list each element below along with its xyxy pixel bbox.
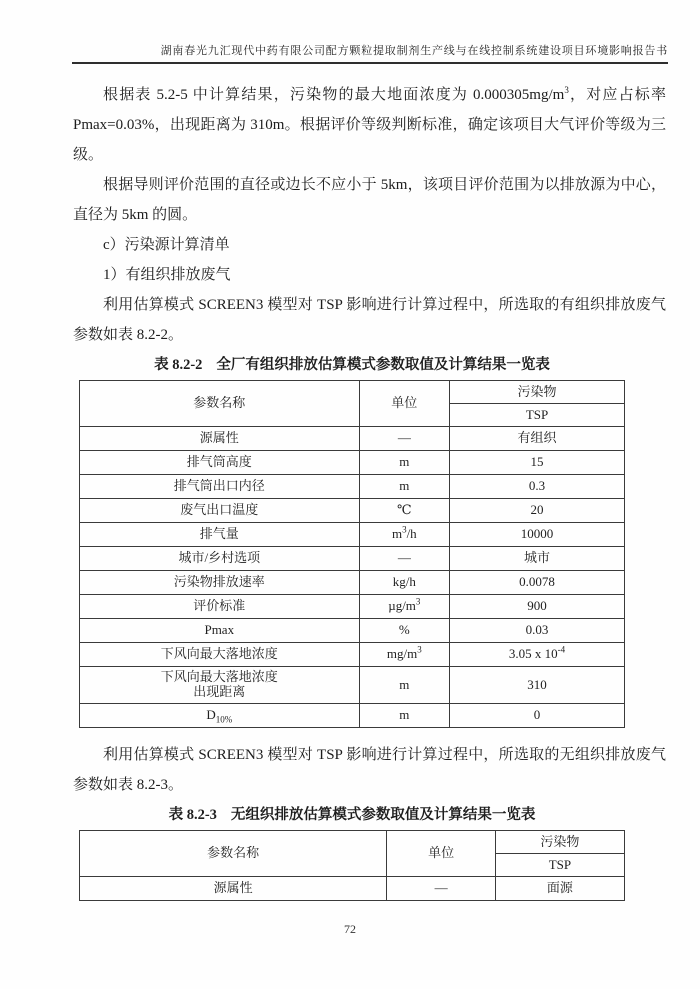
cell-unit: — (359, 547, 449, 571)
table1-caption-label: 表 8.2-2 (154, 357, 203, 373)
cell-value: 310 (450, 667, 625, 704)
header-cell-pollutant: 污染物 (495, 831, 624, 854)
page-body (73, 80, 666, 901)
header-cell-pollutant: 污染物 (450, 381, 625, 404)
value-superscript: -4 (557, 645, 566, 656)
param-line2: 出现距离 (193, 684, 246, 700)
header-title: 湖南春光九汇现代中药有限公司配方颗粒提取制剂生产线与在线控制系统建设项目环境影响报告书 (160, 45, 668, 57)
cell-param: 源属性 (80, 877, 387, 901)
superscript: 3 (564, 85, 569, 95)
table-row (80, 547, 625, 571)
header-cell-unit: 单位 (387, 831, 495, 877)
header-cell-tsp: TSP (450, 404, 625, 427)
list-item-1-organized-exhaust: 1）有组织排放废气 (103, 267, 231, 283)
cell-unit: kg/h (359, 571, 449, 595)
cell-value: 20 (450, 499, 625, 523)
cell-unit: — (359, 427, 449, 451)
header-cell-tsp: TSP (495, 854, 624, 877)
unit-superscript: 3 (417, 645, 422, 656)
cell-unit (359, 523, 449, 547)
cell-value: 10000 (450, 523, 625, 547)
cell-unit: m (359, 475, 449, 499)
table-header-row (80, 381, 625, 404)
cell-unit: m (359, 704, 449, 728)
cell-param: 城市/乡村选项 (80, 547, 360, 571)
cell-param (80, 667, 360, 704)
cell-param: 污染物排放速率 (80, 571, 360, 595)
cell-param: 排气筒出口内径 (80, 475, 360, 499)
cell-value: 0.0078 (450, 571, 625, 595)
page-footer (0, 922, 700, 937)
param-base: D (206, 707, 216, 723)
param-line1: 下风向最大落地浓度 (160, 669, 278, 685)
cell-param: Pmax (80, 619, 360, 643)
cell-param: 废气出口温度 (80, 499, 360, 523)
cell-unit: m (359, 667, 449, 704)
cell-value: 0.03 (450, 619, 625, 643)
unit-base: mg/m (386, 646, 418, 662)
table-row (80, 451, 625, 475)
unit-base: m (391, 526, 403, 542)
param-subscript: 10% (215, 714, 233, 725)
cell-param: 源属性 (80, 427, 360, 451)
param-two-line (161, 669, 278, 699)
table2-caption-text: 无组织排放估算模式参数取值及计算结果一览表 (230, 807, 536, 823)
table1-caption-text: 全厂有组织排放估算模式参数取值及计算结果一览表 (216, 357, 550, 373)
value-base: 3.05 x 10 (508, 646, 558, 662)
cell-unit: — (387, 877, 495, 901)
paragraph-text: ，对应占标率 Pmax=0.03%，出现距离为 310m。根据评价等级判断标准，确定该项目大气评价等级为三级。 (73, 87, 666, 163)
cell-param (80, 704, 360, 728)
cell-unit: m (359, 451, 449, 475)
table-row (80, 571, 625, 595)
paragraph-table2-intro: 利用估算模式 SCREEN3 模型对 TSP 影响进行计算过程中，所选取的无组织排放废气参数如表 8.2-3。 (73, 747, 666, 793)
table-row (80, 499, 625, 523)
cell-param: 排气筒高度 (80, 451, 360, 475)
table-row (80, 523, 625, 547)
cell-unit: ℃ (359, 499, 449, 523)
header-cell-param: 参数名称 (80, 381, 360, 427)
table2-caption (79, 802, 625, 828)
table-row (80, 877, 625, 901)
page-number: 72 (344, 922, 356, 936)
table-row (80, 667, 625, 704)
unit-base: µg/m (388, 598, 416, 614)
header-cell-param: 参数名称 (80, 831, 387, 877)
paragraph-text: 根据表 5.2-5 中计算结果，污染物的最大地面浓度为 0.000305mg/m (103, 87, 565, 103)
table-row (80, 595, 625, 619)
cell-value: 0 (450, 704, 625, 728)
table-organized-emission-params (79, 380, 625, 728)
header-cell-unit: 单位 (359, 381, 449, 427)
cell-unit: % (359, 619, 449, 643)
table-row (80, 619, 625, 643)
unit-superscript: 3 (402, 525, 407, 536)
table-row (80, 704, 625, 728)
table2-caption-label: 表 8.2-3 (168, 807, 217, 823)
table-fugitive-emission-params (79, 830, 625, 901)
table1-caption (79, 352, 625, 378)
cell-value: 0.3 (450, 475, 625, 499)
cell-value: 900 (450, 595, 625, 619)
cell-unit (359, 643, 449, 667)
table-row (80, 427, 625, 451)
paragraph-max-ground-concentration (73, 80, 666, 170)
table-row (80, 643, 625, 667)
cell-param: 评价标准 (80, 595, 360, 619)
table-row (80, 475, 625, 499)
cell-value: 15 (450, 451, 625, 475)
unit-rest: /h (406, 526, 417, 542)
paragraph-table1-intro: 利用估算模式 SCREEN3 模型对 TSP 影响进行计算过程中，所选取的有组织排放废气参数如表 8.2-2。 (73, 297, 666, 343)
cell-value (450, 643, 625, 667)
cell-value: 有组织 (450, 427, 625, 451)
cell-unit (359, 595, 449, 619)
list-item-c-pollution-source-list: c）污染源计算清单 (103, 237, 230, 253)
unit-superscript: 3 (415, 597, 421, 608)
cell-value: 面源 (495, 877, 624, 901)
cell-param: 下风向最大落地浓度 (80, 643, 360, 667)
table-header-row (80, 831, 625, 854)
page-header (72, 42, 668, 64)
cell-value: 城市 (450, 547, 625, 571)
cell-param: 排气量 (80, 523, 360, 547)
paragraph-evaluation-scope: 根据导则评价范围的直径或边长不应小于 5km，该项目评价范围为以排放源为中心，直径为 5km 的圆。 (73, 177, 666, 223)
